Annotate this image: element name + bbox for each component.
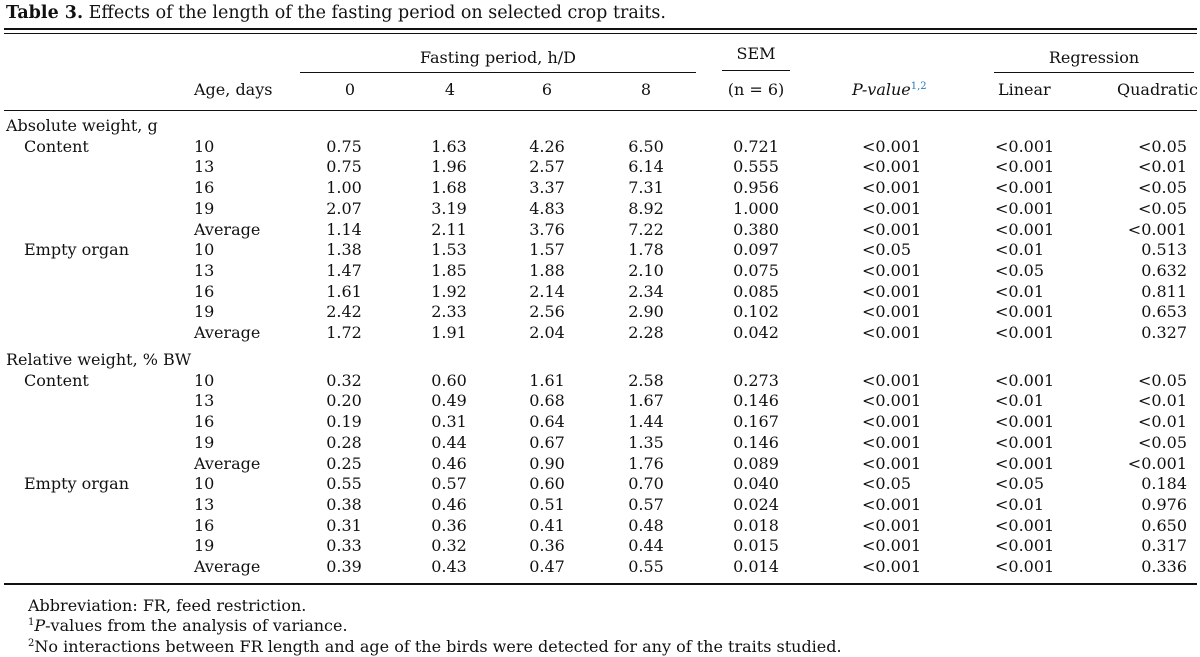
cell-quad: 0.976 — [1141, 494, 1187, 514]
cell-p: <0.001 — [862, 219, 922, 239]
cell-quad: 0.184 — [1141, 474, 1187, 494]
table-number: Table 3. — [6, 3, 84, 23]
cell-p: <0.001 — [862, 198, 922, 218]
cell-v0: 2.42 — [326, 302, 362, 322]
cell-v0: 1.14 — [326, 219, 362, 239]
cell-v4: 3.19 — [431, 198, 467, 218]
cell-quad: 0.513 — [1141, 240, 1187, 260]
cell-sem: 0.721 — [733, 136, 779, 156]
cell-age: 10 — [194, 136, 215, 156]
cell-lin: <0.001 — [995, 536, 1055, 556]
cell-v4: 1.68 — [431, 178, 467, 198]
cell-v4: 0.36 — [431, 515, 467, 535]
cell-p: <0.001 — [862, 494, 922, 514]
footnote-1-italic: P — [34, 616, 46, 635]
cell-sem: 0.146 — [733, 391, 779, 411]
cell-quad: <0.001 — [1127, 453, 1187, 473]
cell-v0: 0.19 — [326, 412, 362, 432]
cell-v0: 0.20 — [326, 391, 362, 411]
footnote-1 — [28, 616, 348, 636]
cell-lin: <0.01 — [995, 281, 1045, 301]
cell-v6: 1.57 — [529, 240, 565, 260]
cell-v6: 0.64 — [529, 412, 565, 432]
cell-v8: 2.90 — [628, 302, 664, 322]
cell-p: <0.001 — [862, 281, 922, 301]
footnote-2-text: No interactions between FR length and age of the birds were detected for any of the traits studied. — [34, 637, 842, 656]
cell-v6: 1.88 — [529, 260, 565, 280]
cell-v6: 2.14 — [529, 281, 565, 301]
cell-age: 13 — [194, 260, 215, 280]
cell-sem: 0.102 — [733, 302, 779, 322]
cell-v6: 2.57 — [529, 157, 565, 177]
cell-quad: 0.317 — [1141, 536, 1187, 556]
cell-v0: 1.72 — [326, 323, 362, 342]
cell-sem: 0.085 — [733, 281, 779, 301]
cell-quad: <0.01 — [1137, 412, 1187, 432]
cell-lin: <0.001 — [995, 557, 1055, 576]
cell-v4: 0.31 — [431, 412, 467, 432]
cell-p: <0.001 — [862, 391, 922, 411]
cell-p: <0.001 — [862, 536, 922, 556]
cell-v4: 1.53 — [431, 240, 467, 260]
header-pvalue-sup: 1,2 — [910, 81, 927, 92]
cell-v4: 1.63 — [431, 136, 467, 156]
cell-quad: 0.336 — [1141, 557, 1187, 576]
cell-quad: 0.632 — [1141, 260, 1187, 280]
cell-v8: 0.55 — [628, 557, 664, 576]
cell-v6: 0.47 — [529, 557, 565, 576]
cell-p: <0.001 — [862, 157, 922, 177]
cell-sem: 0.024 — [733, 494, 779, 514]
cell-v4: 0.43 — [431, 557, 467, 576]
cell-p: <0.001 — [862, 453, 922, 473]
cell-v4: 0.60 — [431, 370, 467, 390]
header-regression-group: Regression — [1048, 48, 1140, 67]
cell-v4: 0.46 — [431, 494, 467, 514]
cell-sem: 0.075 — [733, 260, 779, 280]
header-fasting-group: Fasting period, h/D — [420, 48, 576, 67]
cell-v4: 2.33 — [431, 302, 467, 322]
cell-v8: 0.57 — [628, 494, 664, 514]
cell-v8: 1.35 — [628, 432, 664, 452]
cell-v6: 3.37 — [529, 178, 565, 198]
cell-v4: 1.85 — [431, 260, 467, 280]
cell-p: <0.001 — [862, 370, 922, 390]
cell-p: <0.001 — [862, 260, 922, 280]
cell-lin: <0.05 — [995, 474, 1045, 494]
cell-quad: <0.05 — [1137, 178, 1187, 198]
cell-sem: 0.956 — [733, 178, 779, 198]
cell-v4: 0.46 — [431, 453, 467, 473]
cell-v6: 4.83 — [529, 198, 565, 218]
cell-v6: 0.51 — [529, 494, 565, 514]
cell-v0: 0.75 — [326, 136, 362, 156]
cell-v6: 0.36 — [529, 536, 565, 556]
group-label: Empty organ — [24, 240, 130, 260]
cell-quad: 0.327 — [1141, 323, 1187, 342]
cell-v6: 2.04 — [529, 323, 565, 342]
cell-lin: <0.001 — [995, 302, 1055, 322]
header-age: Age, days — [194, 80, 273, 99]
cell-v6: 0.67 — [529, 432, 565, 452]
cell-age: 10 — [194, 240, 215, 260]
cell-quad: <0.01 — [1137, 391, 1187, 411]
cell-v8: 1.67 — [628, 391, 664, 411]
header-fasting-0: 0 — [344, 80, 356, 99]
cell-age: 16 — [194, 281, 215, 301]
cell-age: Average — [194, 323, 261, 342]
cell-v0: 0.33 — [326, 536, 362, 556]
cell-v8: 1.44 — [628, 412, 664, 432]
cell-sem: 0.040 — [733, 474, 779, 494]
cell-p: <0.05 — [862, 474, 912, 494]
footnote-abbreviation: Abbreviation: FR, feed restriction. — [28, 596, 307, 615]
header-sem: SEM — [736, 44, 776, 63]
cell-v0: 1.00 — [326, 178, 362, 198]
cell-sem: 0.089 — [733, 453, 779, 473]
cell-v0: 2.07 — [326, 198, 362, 218]
cell-lin: <0.001 — [995, 453, 1055, 473]
header-fasting-8: 8 — [640, 80, 652, 99]
cell-v6: 1.61 — [529, 370, 565, 390]
footnote-1-text: -values from the analysis of variance. — [45, 616, 348, 635]
header-pvalue — [852, 80, 927, 100]
group-label: Content — [24, 136, 89, 156]
cell-lin: <0.001 — [995, 198, 1055, 218]
cell-v0: 0.55 — [326, 474, 362, 494]
cell-sem: 1.000 — [733, 198, 779, 218]
cell-v8: 0.70 — [628, 474, 664, 494]
cell-v6: 0.41 — [529, 515, 565, 535]
cell-lin: <0.001 — [995, 412, 1055, 432]
cell-sem: 0.018 — [733, 515, 779, 535]
cell-v0: 0.39 — [326, 557, 362, 576]
cell-age: 19 — [194, 198, 215, 218]
cell-quad: <0.05 — [1137, 370, 1187, 390]
top-double-rule-2 — [4, 33, 1197, 34]
table-caption: Effects of the length of the fasting period on selected crop traits. — [88, 3, 666, 23]
table-bottom-rule — [4, 583, 1197, 585]
footnote-2 — [28, 637, 842, 657]
cell-sem: 0.555 — [733, 157, 779, 177]
cell-age: 13 — [194, 494, 215, 514]
cell-age: Average — [194, 557, 261, 576]
cell-v6: 0.60 — [529, 474, 565, 494]
cell-quad: <0.05 — [1137, 136, 1187, 156]
cell-v8: 2.58 — [628, 370, 664, 390]
section-label: Absolute weight, g — [6, 116, 158, 135]
header-fasting-6: 6 — [541, 80, 553, 99]
cell-lin: <0.001 — [995, 157, 1055, 177]
cell-v0: 1.47 — [326, 260, 362, 280]
cell-v4: 0.32 — [431, 536, 467, 556]
cell-v0: 0.28 — [326, 432, 362, 452]
section-label: Relative weight, % BW — [6, 350, 192, 369]
cell-p: <0.001 — [862, 323, 922, 342]
cell-v4: 1.96 — [431, 157, 467, 177]
top-double-rule-1 — [4, 28, 1197, 30]
cell-age: Average — [194, 453, 261, 473]
cell-p: <0.001 — [862, 136, 922, 156]
cell-v0: 0.31 — [326, 515, 362, 535]
cell-v0: 0.75 — [326, 157, 362, 177]
cell-sem: 0.273 — [733, 370, 779, 390]
cell-sem: 0.015 — [733, 536, 779, 556]
cell-v8: 7.31 — [628, 178, 664, 198]
cell-quad: <0.05 — [1137, 432, 1187, 452]
cell-p: <0.001 — [862, 412, 922, 432]
cell-lin: <0.001 — [995, 219, 1055, 239]
cell-v8: 7.22 — [628, 219, 664, 239]
cell-v6: 0.68 — [529, 391, 565, 411]
cell-p: <0.001 — [862, 557, 922, 576]
cell-sem: 0.042 — [733, 323, 779, 342]
header-linear: Linear — [998, 80, 1051, 99]
cell-p: <0.05 — [862, 240, 912, 260]
cell-v4: 0.57 — [431, 474, 467, 494]
cell-v4: 2.11 — [431, 219, 467, 239]
cell-lin: <0.001 — [995, 432, 1055, 452]
cell-v0: 1.38 — [326, 240, 362, 260]
cell-v8: 0.44 — [628, 536, 664, 556]
footnote-1-mark: 1 — [28, 617, 35, 628]
cell-quad: 0.811 — [1141, 281, 1187, 301]
regression-underline — [994, 72, 1194, 73]
cell-quad: 0.650 — [1141, 515, 1187, 535]
cell-v8: 1.76 — [628, 453, 664, 473]
cell-v0: 1.61 — [326, 281, 362, 301]
cell-p: <0.001 — [862, 302, 922, 322]
cell-age: 10 — [194, 370, 215, 390]
cell-v6: 3.76 — [529, 219, 565, 239]
cell-age: Average — [194, 219, 261, 239]
cell-p: <0.001 — [862, 178, 922, 198]
cell-quad: <0.01 — [1137, 157, 1187, 177]
cell-lin: <0.001 — [995, 178, 1055, 198]
header-quadratic: Quadratic — [1117, 80, 1198, 99]
cell-age: 19 — [194, 302, 215, 322]
cell-v0: 0.25 — [326, 453, 362, 473]
cell-lin: <0.01 — [995, 391, 1045, 411]
cell-v0: 0.38 — [326, 494, 362, 514]
fasting-group-underline — [300, 72, 696, 73]
cell-sem: 0.380 — [733, 219, 779, 239]
table-title — [6, 1, 666, 25]
cell-sem: 0.167 — [733, 412, 779, 432]
cell-v8: 1.78 — [628, 240, 664, 260]
cell-sem: 0.014 — [733, 557, 779, 576]
cell-age: 19 — [194, 432, 215, 452]
cell-v4: 1.91 — [431, 323, 467, 342]
cell-v8: 2.28 — [628, 323, 664, 342]
cell-v0: 0.32 — [326, 370, 362, 390]
header-pvalue-label: P-value — [852, 80, 911, 99]
cell-v6: 2.56 — [529, 302, 565, 322]
cell-lin: <0.001 — [995, 370, 1055, 390]
footnote-2-mark: 2 — [28, 638, 35, 649]
cell-v8: 2.10 — [628, 260, 664, 280]
cell-v4: 0.44 — [431, 432, 467, 452]
cell-v8: 6.14 — [628, 157, 664, 177]
header-sem-n: (n = 6) — [727, 80, 785, 99]
sem-underline — [722, 70, 790, 71]
cell-v8: 0.48 — [628, 515, 664, 535]
cell-v6: 4.26 — [529, 136, 565, 156]
cell-age: 13 — [194, 157, 215, 177]
group-label: Empty organ — [24, 474, 130, 494]
cell-v8: 2.34 — [628, 281, 664, 301]
cell-v6: 0.90 — [529, 453, 565, 473]
cell-age: 13 — [194, 391, 215, 411]
cell-lin: <0.001 — [995, 136, 1055, 156]
cell-v8: 6.50 — [628, 136, 664, 156]
cell-lin: <0.01 — [995, 494, 1045, 514]
cell-age: 19 — [194, 536, 215, 556]
cell-p: <0.001 — [862, 432, 922, 452]
header-bottom-rule — [4, 110, 1197, 111]
cell-v8: 8.92 — [628, 198, 664, 218]
cell-p: <0.001 — [862, 515, 922, 535]
cell-v4: 0.49 — [431, 391, 467, 411]
cell-lin: <0.001 — [995, 323, 1055, 342]
cell-sem: 0.146 — [733, 432, 779, 452]
cell-quad: 0.653 — [1141, 302, 1187, 322]
group-label: Content — [24, 370, 89, 390]
cell-lin: <0.01 — [995, 240, 1045, 260]
cell-age: 10 — [194, 474, 215, 494]
cell-sem: 0.097 — [733, 240, 779, 260]
cell-lin: <0.001 — [995, 515, 1055, 535]
cell-lin: <0.05 — [995, 260, 1045, 280]
cell-quad: <0.001 — [1127, 219, 1187, 239]
cell-age: 16 — [194, 178, 215, 198]
header-fasting-4: 4 — [444, 80, 456, 99]
cell-v4: 1.92 — [431, 281, 467, 301]
cell-age: 16 — [194, 515, 215, 535]
cell-age: 16 — [194, 412, 215, 432]
cell-quad: <0.05 — [1137, 198, 1187, 218]
